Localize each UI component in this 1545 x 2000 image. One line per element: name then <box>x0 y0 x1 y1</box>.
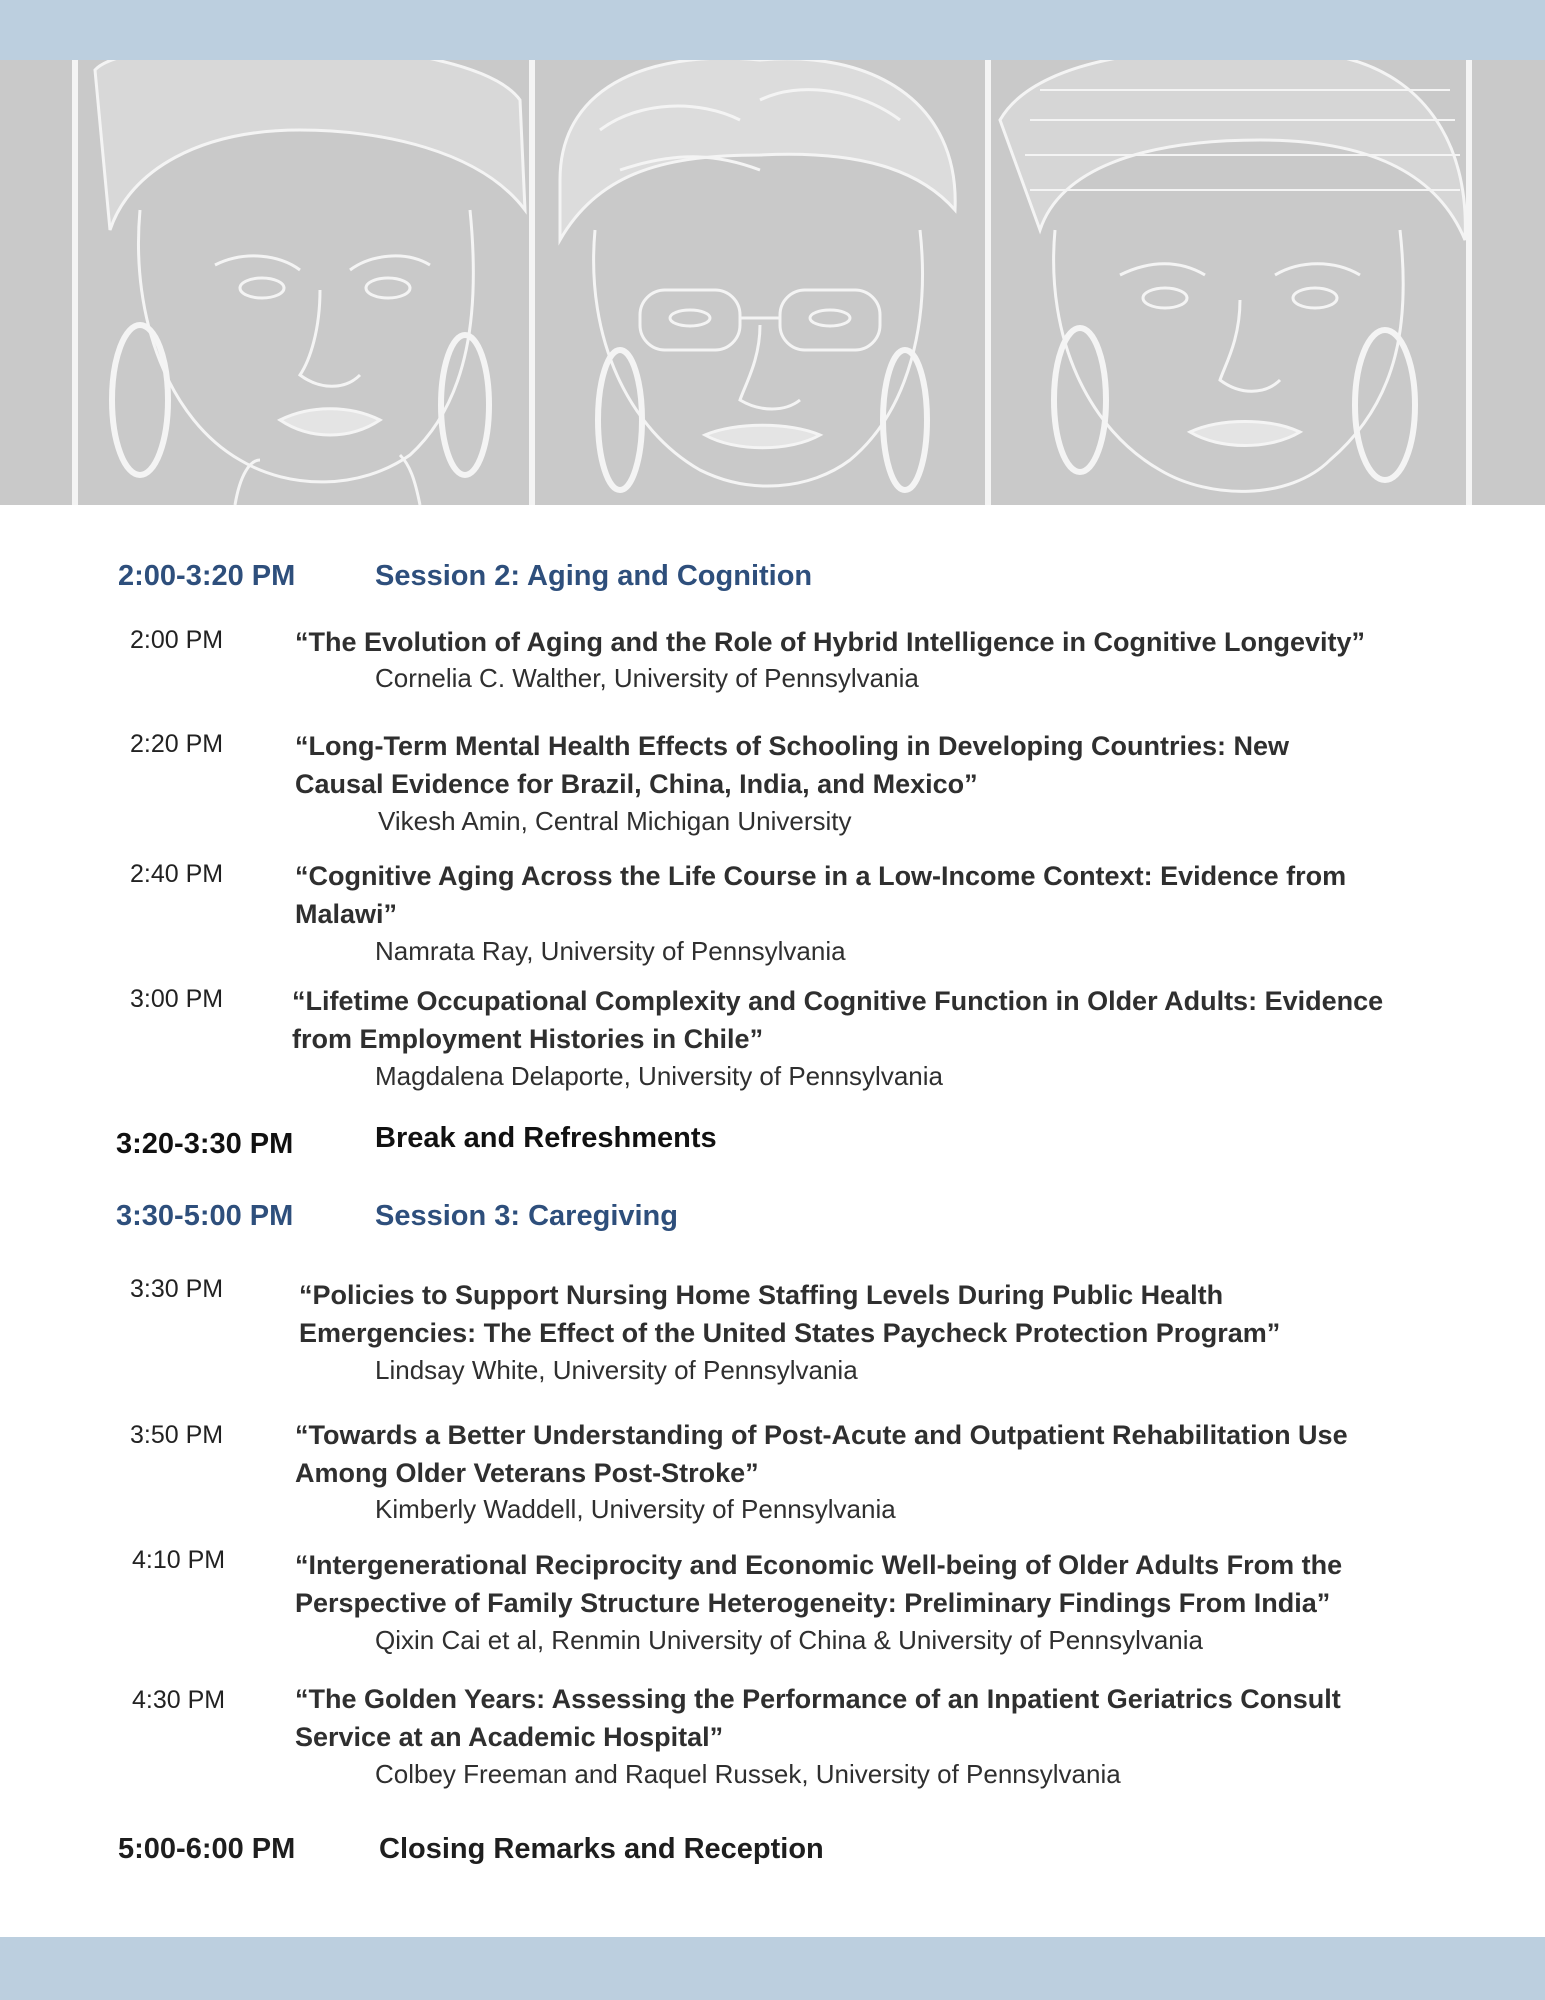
talk-title-line: “Long-Term Mental Health Effects of Schooling in Developing Countries: New <box>295 731 1290 761</box>
talk-author: Kimberly Waddell, University of Pennsylvania <box>375 1494 896 1524</box>
talk-title <box>292 982 1522 1058</box>
session-2-time: 2:00-3:20 PM <box>118 560 296 592</box>
talk-time: 4:10 PM <box>132 1546 226 1574</box>
hero-illustration <box>0 60 1545 505</box>
talk-time: 4:30 PM <box>132 1686 226 1714</box>
talk-title-line: “Cognitive Aging Across the Life Course in a Low-Income Context: Evidence from <box>295 861 1347 891</box>
session-3-title: Session 3: Caregiving <box>375 1200 678 1232</box>
talk-title <box>295 727 1515 803</box>
talk-author: Cornelia C. Walther, University of Pennsylvania <box>375 663 919 693</box>
talk-title-line: Malawi” <box>295 899 398 929</box>
talk-author: Namrata Ray, University of Pennsylvania <box>375 936 846 966</box>
talk-title-line: Among Older Veterans Post-Stroke” <box>295 1458 759 1488</box>
talk-title <box>295 1680 1515 1756</box>
talk-title-line: “Towards a Better Understanding of Post-Acute and Outpatient Rehabilitation Use <box>295 1420 1348 1450</box>
talk-author: Colbey Freeman and Raquel Russek, University of Pennsylvania <box>375 1759 1121 1789</box>
closing-time: 5:00-6:00 PM <box>118 1833 296 1865</box>
talk-title <box>299 1276 1519 1352</box>
closing-title: Closing Remarks and Reception <box>379 1833 824 1865</box>
talk-title-line: “Policies to Support Nursing Home Staffing Levels During Public Health <box>299 1280 1224 1310</box>
talk-author: Vikesh Amin, Central Michigan University <box>378 806 852 836</box>
talk-author: Lindsay White, University of Pennsylvania <box>375 1355 858 1385</box>
talk-title-line: Perspective of Family Structure Heterogeneity: Preliminary Findings From India” <box>295 1588 1331 1618</box>
talk-title-line: “The Golden Years: Assessing the Performance of an Inpatient Geriatrics Consult <box>295 1684 1341 1714</box>
talk-title-line: Emergencies: The Effect of the United States Paycheck Protection Program” <box>299 1318 1281 1348</box>
talk-title-line: “Lifetime Occupational Complexity and Cognitive Function in Older Adults: Evidence <box>292 986 1384 1016</box>
session-2-title: Session 2: Aging and Cognition <box>375 560 813 592</box>
talk-author: Qixin Cai et al, Renmin University of China & University of Pennsylvania <box>375 1625 1204 1655</box>
break-title: Break and Refreshments <box>375 1122 717 1154</box>
talk-author: Magdalena Delaporte, University of Pennsylvania <box>375 1061 943 1091</box>
talk-time: 3:50 PM <box>130 1421 224 1449</box>
talk-title <box>295 857 1515 933</box>
talk-title-line: Service at an Academic Hospital” <box>295 1722 724 1752</box>
talk-title-line: from Employment Histories in Chile” <box>292 1024 764 1054</box>
talk-title-line: Causal Evidence for Brazil, China, India, and Mexico” <box>295 769 978 799</box>
talk-title <box>295 1416 1515 1492</box>
portraits-illustration <box>0 60 1545 505</box>
talk-title-line: “Intergenerational Reciprocity and Economic Well-being of Older Adults From the <box>295 1550 1343 1580</box>
bottom-color-band <box>0 1937 1545 2000</box>
top-color-band <box>0 0 1545 60</box>
session-3-time: 3:30-5:00 PM <box>116 1200 294 1232</box>
talk-time: 3:30 PM <box>130 1275 224 1303</box>
talk-time: 3:00 PM <box>130 985 224 1013</box>
talk-time: 2:20 PM <box>130 730 224 758</box>
talk-time: 2:00 PM <box>130 626 224 654</box>
talk-title <box>295 1546 1515 1622</box>
talk-time: 2:40 PM <box>130 860 224 888</box>
break-time: 3:20-3:30 PM <box>116 1128 294 1160</box>
talk-title <box>295 623 1515 661</box>
talk-title-line: “The Evolution of Aging and the Role of Hybrid Intelligence in Cognitive Longevity” <box>295 627 1366 657</box>
